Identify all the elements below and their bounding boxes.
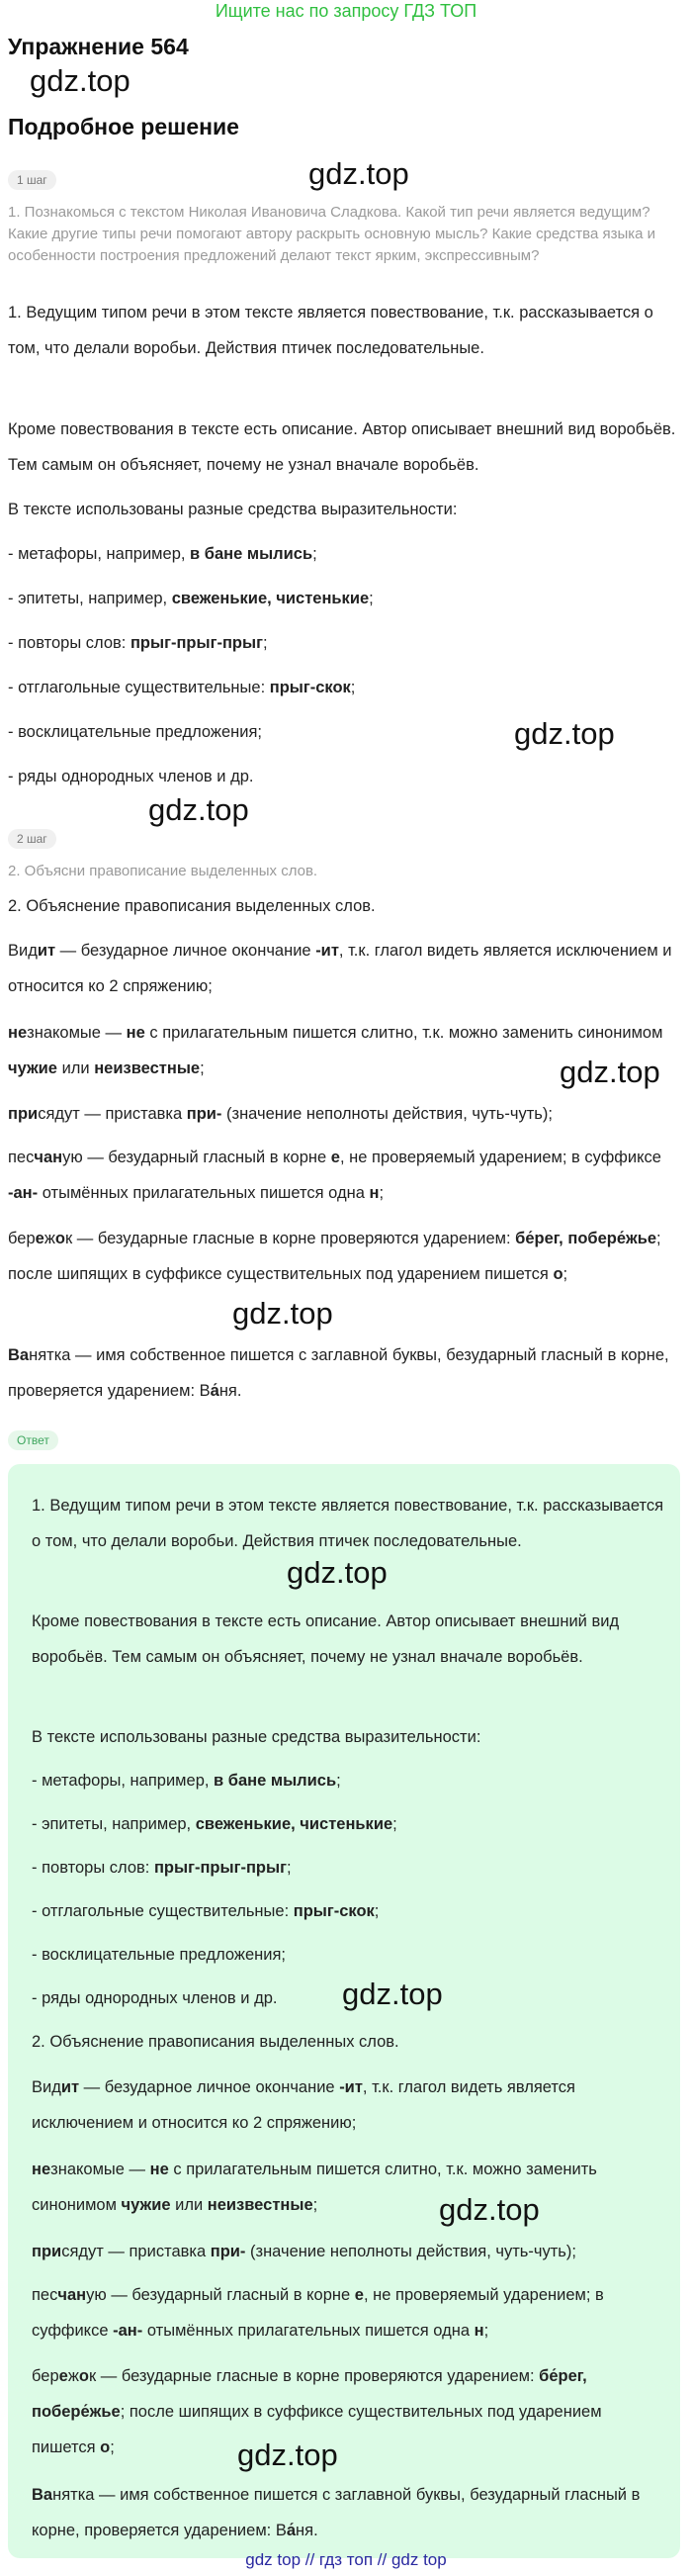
answer-paragraph: В тексте использованы разные средства выразительности: — [32, 1728, 481, 1746]
list-item: - метафоры, например, в бане мылись; — [32, 1772, 341, 1790]
top-banner: Ищите нас по запросу ГДЗ ТОП — [215, 1, 477, 21]
answer-paragraph: 1. Ведущим типом речи в этом тексте является повествование, т.к. рассказывается о том, что делали воробьи. Действия птичек последовательные. — [32, 1497, 664, 1550]
answer-paragraph: 2. Объяснение правописания выделенных слов. — [32, 2033, 399, 2051]
solution-paragraph: Кроме повествования в тексте есть описание. Автор описывает внешний вид воробьёв. Тем самым он объясняет, почему не узнал вначале воробьёв. — [8, 420, 676, 474]
answer-badge: Ответ — [8, 1430, 58, 1450]
list-item: - ряды однородных членов и др. — [8, 768, 254, 785]
word-explanation: Ванятка — имя собственное пишется с заглавной буквы, безударный гласный в корне, проверяется ударением: Ва́ня. — [8, 1346, 669, 1400]
watermark: gdz.top — [514, 716, 615, 751]
step-badge: 2 шаг — [8, 829, 56, 849]
word-explanation: Видит — безударное личное окончание -ит, т.к. глагол видеть является исключением и относится ко 2 спряжению; — [32, 2078, 575, 2132]
task-text: 1. Познакомься с текстом Николая Ивановича Сладкова. Какой тип речи является ведущим? Какие другие типы речи помогают автору раскрыть основную мысль? Какие средства языка и особенности построения предложений делают текст ярким, экспрессивным? — [8, 204, 656, 264]
task-text: 2. Объясни правописание выделенных слов. — [8, 863, 318, 879]
word-explanation: незнакомые — не с прилагательным пишется слитно, т.к. можно заменить синонимом чужие или неизвестные; — [8, 1024, 663, 1077]
step-badge: 1 шаг — [8, 170, 56, 190]
watermark: gdz.top — [560, 1055, 660, 1089]
list-item: - восклицательные предложения; — [8, 723, 262, 741]
word-explanation: песчаную — безударный гласный в корне е, не проверяемый ударением; в суффиксе -ан- отымённых прилагательных пишется одна н; — [32, 2286, 604, 2340]
footer-links[interactable]: gdz top // гдз топ // gdz top — [245, 2550, 447, 2569]
list-item: - повторы слов: прыг-прыг-прыг; — [32, 1859, 292, 1877]
list-item: - эпитеты, например, свеженькие, чистенькие; — [8, 590, 374, 607]
exercise-title: Упражнение 564 — [8, 34, 189, 59]
solution-paragraph: В тексте использованы разные средства выразительности: — [8, 501, 458, 518]
watermark: gdz.top — [237, 2438, 338, 2472]
watermark: gdz.top — [30, 63, 130, 98]
list-item: - отглагольные существительные: прыг-скок; — [8, 679, 356, 696]
word-explanation: присядут — приставка при- (значение неполноты действия, чуть-чуть); — [32, 2243, 576, 2260]
watermark: gdz.top — [342, 1977, 443, 2011]
word-explanation: Ванятка — имя собственное пишется с заглавной буквы, безударный гласный в корне, проверяется ударением: Ва́ня. — [32, 2486, 641, 2539]
watermark: gdz.top — [439, 2192, 540, 2227]
word-explanation: бережок — безударные гласные в корне проверяются ударением: бе́рег, побере́жье; после шипящих в суффиксе существительных под ударением пишется о; — [32, 2367, 602, 2456]
word-explanation: присядут — приставка при- (значение неполноты действия, чуть-чуть); — [8, 1105, 553, 1123]
word-explanation: Видит — безударное личное окончание -ит, т.к. глагол видеть является исключением и относится ко 2 спряжению; — [8, 942, 672, 995]
list-item: - метафоры, например, в бане мылись; — [8, 545, 317, 563]
answer-paragraph: Кроме повествования в тексте есть описание. Автор описывает внешний вид воробьёв. Тем самым он объясняет, почему не узнал вначале воробьёв. — [32, 1612, 620, 1666]
list-item: - отглагольные существительные: прыг-скок; — [32, 1902, 380, 1920]
solution-paragraph: 2. Объяснение правописания выделенных слов. — [8, 897, 376, 915]
solution-paragraph: 1. Ведущим типом речи в этом тексте является повествование, т.к. рассказывается о том, что делали воробьи. Действия птичек последовательные. — [8, 304, 653, 357]
word-explanation: бережок — безударные гласные в корне проверяются ударением: бе́рег, побере́жье; после шипящих в суффиксе существительных под ударением пишется о; — [8, 1230, 661, 1283]
section-title: Подробное решение — [8, 114, 239, 139]
watermark: gdz.top — [232, 1296, 333, 1331]
watermark: gdz.top — [308, 156, 409, 191]
word-explanation: незнакомые — не с прилагательным пишется слитно, т.к. можно заменить синонимом чужие или неизвестные; — [32, 2161, 597, 2214]
list-item: - восклицательные предложения; — [32, 1946, 286, 1964]
list-item: - ряды однородных членов и др. — [32, 1989, 278, 2007]
list-item: - эпитеты, например, свеженькие, чистенькие; — [32, 1815, 397, 1833]
watermark: gdz.top — [287, 1555, 388, 1590]
word-explanation: песчаную — безударный гласный в корне е, не проверяемый ударением; в суффиксе -ан- отымённых прилагательных пишется одна н; — [8, 1149, 661, 1202]
list-item: - повторы слов: прыг-прыг-прыг; — [8, 634, 268, 652]
watermark: gdz.top — [148, 792, 249, 827]
